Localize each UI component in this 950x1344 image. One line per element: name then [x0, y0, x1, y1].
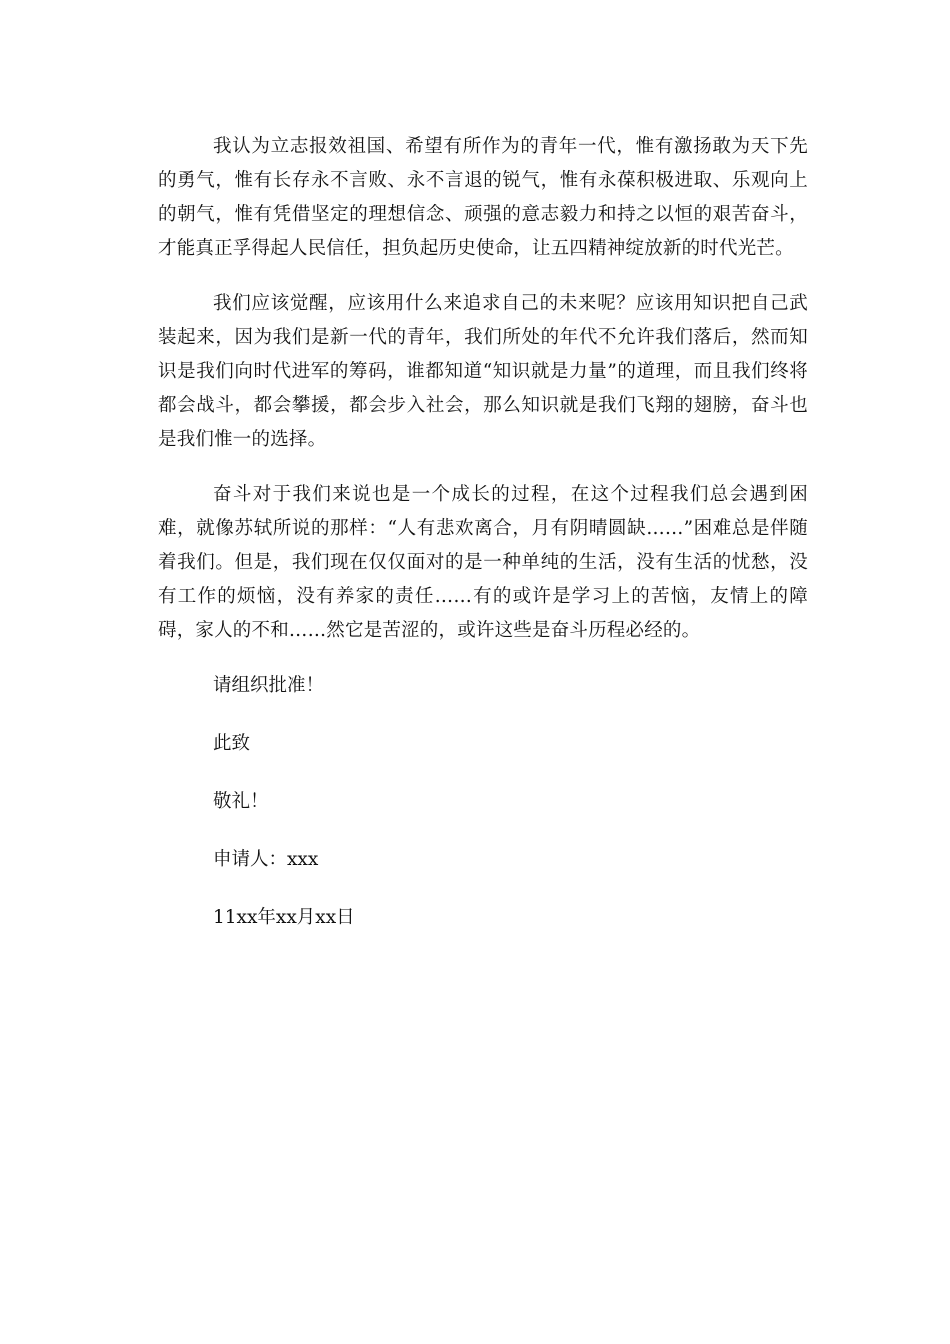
applicant-line: 申请人：xxx: [213, 849, 319, 870]
paragraph-1: 我认为立志报效祖国、希望有所作为的青年一代，惟有激扬敢为天下先的勇气，惟有长存永不言败、永不言退的锐气，惟有永葆积极进取、乐观向上的朝气，惟有凭借坚定的理想信念、顽强的意志毅力和持之以恒的艰苦奋斗，才能真正孚得起人民信任，担负起历史使命，让五四精神绽放新的时代光芒。: [158, 136, 808, 259]
date-line: 11xx年xx月xx日: [213, 907, 355, 928]
request-line: 请组织批准！: [213, 675, 325, 696]
regards-line: 敬礼！: [213, 791, 269, 812]
letter-body: [158, 130, 808, 959]
paragraph-2: 我们应该觉醒，应该用什么来追求自己的未来呢？应该用知识把自己武装起来，因为我们是新一代的青年，我们所处的年代不允许我们落后，然而知识是我们向时代进军的筹码，谁都知道“知识就是力量”的道理，而且我们终将都会战斗，都会攀援，都会步入社会，那么知识就是我们飞翔的翅膀，奋斗也是我们惟一的选择。: [158, 293, 808, 450]
paragraph-3: 奋斗对于我们来说也是一个成长的过程，在这个过程我们总会遇到困难，就像苏轼所说的那样：“人有悲欢离合，月有阴晴圆缺……”困难总是伴随着我们。但是，我们现在仅仅面对的是一种单纯的生活，没有生活的忧愁，没有工作的烦恼，没有养家的责任……有的或许是学习上的苦恼，友情上的障碍，家人的不和……然它是苦涩的，或许这些是奋斗历程必经的。: [158, 484, 808, 641]
salutation-line: 此致: [213, 733, 251, 754]
